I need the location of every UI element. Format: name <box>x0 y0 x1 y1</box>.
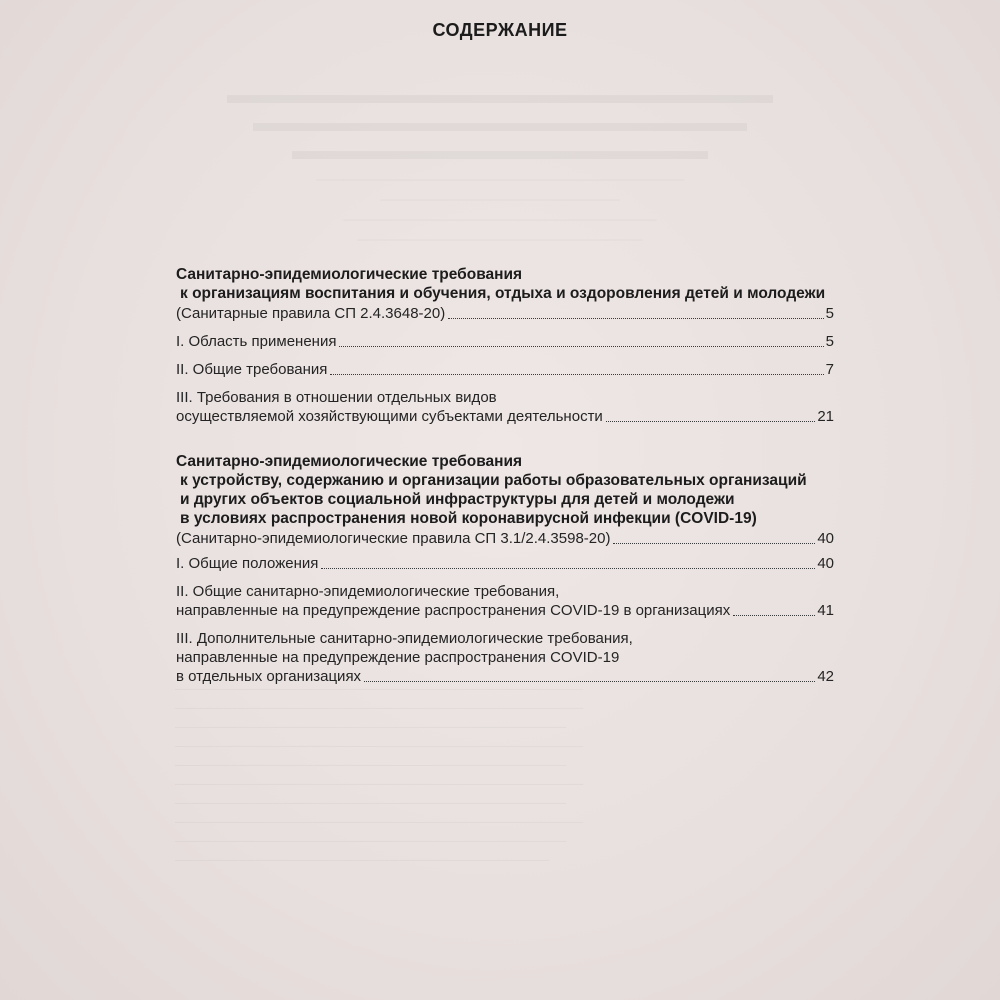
toc-section-1 <box>176 265 834 426</box>
heading-line: Санитарно-эпидемиологические требования <box>176 453 523 470</box>
bleed-through-text-2: ──────────────────────────────────────── ────────────────────────── ────────────────────────────────── ─────────────────────────────── <box>315 172 685 247</box>
entry-line: II. Общие санитарно-эпидемиологические требования, <box>176 583 560 600</box>
toc-entry[interactable] <box>176 388 834 426</box>
dot-leader <box>448 318 823 319</box>
section-heading <box>176 452 834 528</box>
entry-text: (Санитарно-эпидемиологические правила СП 3.1/2.4.3598-20) <box>176 530 611 547</box>
heading-line: к устройству, содержанию и организации работы образовательных организаций <box>180 472 807 489</box>
page-number: 7 <box>825 361 834 378</box>
heading-line: и других объектов социальной инфраструктуры для детей и молодежи <box>180 491 735 508</box>
entry-text: в отдельных организациях <box>176 668 362 685</box>
page-number: 5 <box>825 333 834 350</box>
entry-line: III. Дополнительные санитарно-эпидемиологические требования, <box>176 630 633 647</box>
entry-text: осуществляемой хозяйствующими субъектами деятельности <box>176 408 603 425</box>
toc-entry[interactable] <box>176 529 834 548</box>
page-number: 40 <box>817 555 834 572</box>
heading-line: к организациям воспитания и обучения, отдыха и оздоровления детей и молодежи <box>180 285 826 302</box>
dot-leader <box>606 421 816 422</box>
toc-entry[interactable] <box>176 360 834 379</box>
toc-entry[interactable] <box>176 582 834 620</box>
entry-line: направленные на предупреждение распространения COVID-19 <box>176 649 620 666</box>
dot-leader <box>733 615 815 616</box>
page-number: 21 <box>817 408 834 425</box>
toc-entry[interactable] <box>176 304 834 323</box>
dot-leader <box>364 681 815 682</box>
page-number: 41 <box>817 602 834 619</box>
page-number: 5 <box>825 305 834 322</box>
page-number: 40 <box>817 530 834 547</box>
dot-leader <box>339 346 823 347</box>
section-heading <box>176 265 834 303</box>
toc-entry[interactable] <box>176 332 834 351</box>
heading-line: в условиях распространения новой коронавирусной инфекции (COVID-19) <box>180 510 757 527</box>
dot-leader <box>330 374 823 375</box>
heading-line: Санитарно-эпидемиологические требования <box>176 266 523 283</box>
toc-entry[interactable] <box>176 629 834 686</box>
bleed-through-text-3: ──────────────────────────────────────────────── ──────────────────────────────────────────────── ────────────────────────────────────────────── ──────────────────────────────────────────────── ────────────────────────────────────────────── ──────────────────────────────────────────────── ────────────────────────────────────────────── ──────────────────────────────────────────────── ────────────────────────────────────────────── ──────────────────────────────────────────── <box>175 682 584 867</box>
toc-section-2 <box>176 452 834 686</box>
entry-text: I. Область применения <box>176 333 337 350</box>
entry-text: направленные на предупреждение распространения COVID-19 в организациях <box>176 602 731 619</box>
dot-leader <box>613 543 815 544</box>
entry-text: II. Общие требования <box>176 361 328 378</box>
dot-leader <box>321 568 815 569</box>
page-title: СОДЕРЖАНИЕ <box>432 20 568 40</box>
entry-text: I. Общие положения <box>176 555 319 572</box>
bleed-through-text: ▬▬▬▬▬▬▬▬▬▬▬▬▬▬▬▬▬▬▬▬▬ ▬▬▬▬▬▬▬▬▬▬▬▬▬▬▬▬▬▬▬ ▬▬▬▬▬▬▬▬▬▬▬▬▬▬▬▬ <box>227 79 773 165</box>
entry-text: (Санитарные правила СП 2.4.3648-20) <box>176 305 446 322</box>
toc-entry[interactable] <box>176 554 834 573</box>
page-number: 42 <box>817 668 834 685</box>
entry-line: III. Требования в отношении отдельных видов <box>176 389 497 406</box>
